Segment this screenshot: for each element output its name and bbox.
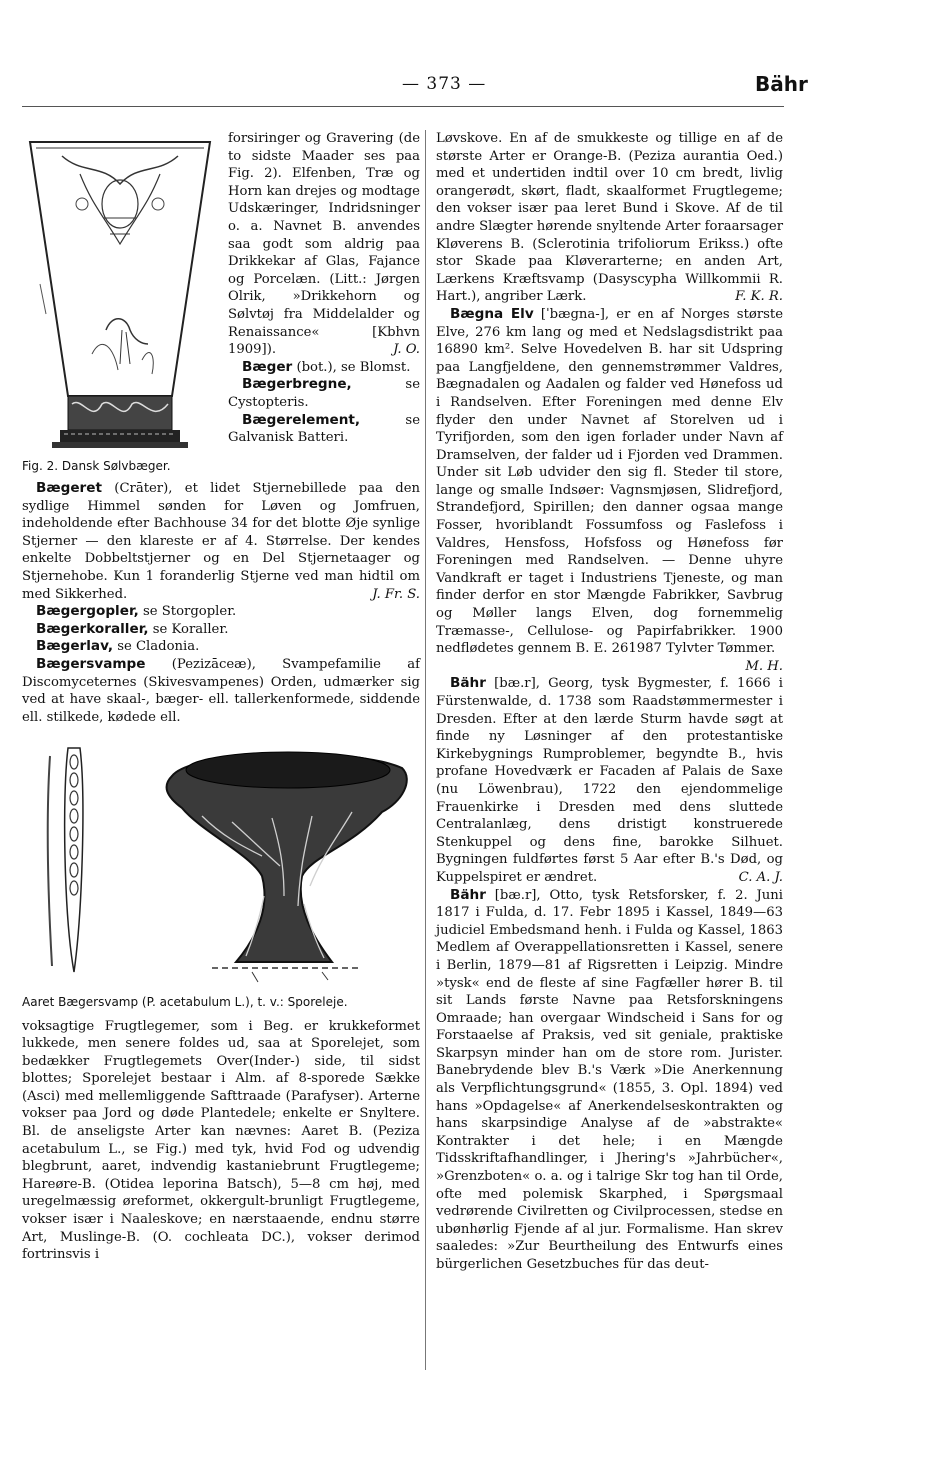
entry-baegna-elv	[436, 305, 783, 674]
entry-baegerkoraller	[22, 621, 420, 639]
entry-text: se Cladonia.	[113, 639, 200, 655]
entry-text: [bæ.r], Otto, tysk Retsforsker, f. 2. Juni 1817 i Fulda, d. 17. Febr 1895 i Kassel, 1849—63 judiciel Embedsmand henh. i Fulda og Kassel, 1863 Medlem af Overappellationsretten i Kassel, senere i Berlin, 1879—81 af Rigsretten i Leipzig. Mindre »tysk« end de fleste af sine Fagfæller hører B. til sit Lands første Navne paa Retsforskningens Omraade; han overgaar Windscheid i Sans for og Forstaaelse af Praksis, ved sit geniale, praktiske Skarpsyn minder han om de store rom. Jurister. Banebrydende blev B.'s Værk »Die Anerkennung als Verpflichtungsgrund« (1855, 3. Opl. 1894) ved hans »Opdagelse« af Anerkendelseskontrakten og hans skarpsindige Analyse af de »abstrakte« Kontrakter i det hele; i en Mængde Tidsskriftafhandlinger, i Jhering's »Jahrbücher«, »Grenzboten« o. a. og i talrige Skr tog han til Orde, ofte med polemisk Skarphed, i Spørgsmaal vedrørende Civilretten og Civilprocessen, stedse en ubønhørlig Fjende af al jur. Formalisme. Han skrev saaledes: »Zur Beurtheilung des Entwurfs eines bürgerlichen Gesetzbuches für das deut-	[436, 887, 783, 1272]
entry-text: (Pezizāceæ), Svampefamilie af Discomyceternes (Skivesvampenes) Orden, udmærker sig ved at have skaal-, bæger- ell. tallerkenformede, siddende ell. stilkede, kødede ell.	[22, 656, 420, 725]
left-column	[22, 130, 420, 1264]
silver-beaker-illustration	[22, 134, 218, 456]
headword: Bægersvampe	[36, 655, 146, 672]
entry-text: se Galvanisk Batteri.	[228, 412, 420, 446]
signature: F. K. R.	[735, 289, 783, 305]
signature: J. O.	[393, 342, 420, 358]
article-continuation-baegersvampe: voksagtige Frugtlegemer, som i Beg. er krukkeformet lukkede, men senere foldes ud, saa at Sporelejet, som bedækker Frugtlegemets Over(Inder-) side, til sidst blottes; Sporelejet bestaar i Alm. af 8-sporede Sække (Asci) med mellemliggende Safttraade (Parafyser). Arterne vokser paa Jord og døde Plantedele; enkelte er Snyltere. Bl. de anseligste Arter kan nævnes: Aaret B. (Peziza acetabulum L., se Fig.) med tyk, hvid Fod og udvendig blegbrunt, aaret, indvendig kastaniebrunt Frugtlegeme; Hareøre-B. (Otidea leporina Batsch), 5—8 cm høj, med uregelmæssig øreformet, okkergult-brunligt Frugtlegeme, vokser især i Naaleskove; en nærstaaende, endnu større Art, Muslinge-B. (O. cochleata DC.), vokser derimod fortrinsvis i	[22, 1018, 420, 1263]
figure-cup-fungus	[22, 736, 420, 1011]
entry-baegergopler	[22, 603, 420, 621]
entry-text: (bot.), se Blomst.	[292, 359, 411, 375]
headword: Bähr	[450, 886, 486, 903]
headword: Bægergopler,	[36, 603, 139, 620]
entry-text: se Cystopteris.	[228, 377, 420, 410]
headword: Bægerelement,	[242, 411, 361, 428]
header-rule	[22, 106, 784, 107]
running-head: Bähr	[755, 72, 808, 96]
headword: Bægeret	[36, 480, 102, 496]
entry-baehr-georg	[436, 675, 783, 886]
headword: Bægerkoraller,	[36, 620, 149, 637]
signature: M. H.	[745, 658, 783, 674]
signature: C. A. J.	[738, 869, 783, 885]
entry-baegeret	[22, 480, 420, 603]
page-number: — 373 —	[402, 74, 487, 94]
entry-text: se Storgopler.	[138, 604, 237, 620]
headword: Bæger	[242, 358, 293, 375]
headword: Bægerlav,	[36, 638, 114, 655]
figure-caption-silver-beaker: Fig. 2. Dansk Sølvbæger.	[22, 459, 171, 473]
headword: Bægna Elv	[450, 305, 534, 322]
column-divider	[425, 130, 426, 1370]
page-header	[22, 70, 808, 104]
cup-fungus-illustration	[22, 736, 420, 986]
figure-caption-cup-fungus: Aaret Bægersvamp (P. acetabulum L.), t. v.: Sporeleje.	[22, 994, 348, 1009]
continuation-text: Løvskove. En af de smukkeste og tillige en af de største Arter er Orange-B. (Peziza aurantia Oed.) med et undertiden indtil over 10 cm bredt, livlig orangerødt, skørt, fladt, skaalformet Frugtlegeme; den vokser især paa leret Bund i Skove. Af de til andre Slægter hørende snyltende Arter foraarsager Kløverens B. (Sclerotinia trifoliorum Erikss.) ofte stor Skade paa Kløverarterne; en anden Art, Lærkens Kræftsvamp (Dasyscypha Willkommii R. Hart.), angriber Lærk.	[436, 131, 783, 305]
entry-baegersvampe	[22, 656, 420, 726]
signature: J. Fr. S.	[372, 586, 420, 602]
headword: Bægerbregne,	[242, 376, 352, 393]
entry-text: [bæ.r], Georg, tysk Bygmester, f. 1666 i Fürstenwalde, d. 1738 som Raadstømmermester i Dresden. Efter at den lærde Sturm havde søgt at finde ny Løsninger af den protestantiske Kirkebygnings Rumproblemer, begyndte B., hvis profane Hovedværk er Facaden af Palais de Saxe (nu Löwenbrau), 1722 den ejendommelige Frauenkirke i Dresden med dens sluttede Centralanlæg, dens dristigt konstruerede Stenkuppel og dens fine, barokke Silhuet. Bygningen fuldførtes først 5 Aar efter B.'s Død, og Kuppelspiret er ændret.	[436, 676, 783, 885]
figure-silver-beaker	[22, 134, 218, 478]
entry-text: [ˈbægna-], er en af Norges største Elve, 276 km lang og med et Nedslagsdistrikt paa 16890 km². Selve Hovedelven B. har sit Udspring paa Langfjeldene, den gennemstrømmer Valdres, Bægnadalen og Aadalen og falder ved Hønefoss ud i Randselven. Efter Foreningen med denne Elv flyder den under Navnet af Storelven ud i Tyrifjorden, som den igen forlader under Navn af Dramselven, der falder ud i Fjorden ved Drammen. Under sit Løb udvider den sig fl. Steder til store, lange og smalle Indsøer: Vagnsmjøsen, Slidrefjord, Strandefjord, Spirillen; den danner ogsaa mange Fosser, hvoriblandt Fossumfoss og Faslefoss i Valdres, Hensfoss, Hofsfoss og Hønefoss før Foreningen med Randselven. — Denne uhyre Vandkraft er taget i Industriens Tjeneste, og man finder derfor en stor Mængde Fabrikker, Savbrug og Møller langs Elven, dog fornemmelig Træmasse-, Cellulose- og Papirfabrikker. 1900 nedflødetes gennem B. E. 261987 Tylvter Tømmer.	[436, 306, 783, 657]
right-column	[436, 130, 783, 1274]
entry-baehr-otto	[436, 887, 783, 1274]
article-continuation-right	[436, 130, 783, 306]
entry-baegerlav	[22, 638, 420, 656]
entry-text: se Koraller.	[148, 621, 229, 637]
continuation-text: forsiringer og Gravering (de to sidste Maader ses paa Fig. 2). Elfenben, Træ og Horn kan drejes og modtage Udskæringer, Indridsninger o. a. Navnet B. anvendes saa godt som aldrig paa Drikkekar af Glas, Fajance og Porcelæn. (Litt.: Jørgen Olrik, »Drikkehorn og Sølvtøj fra Middelalder og Renaissance« [Kbhvn 1909]).	[228, 131, 420, 358]
headword: Bähr	[450, 675, 486, 692]
entry-text: (Crāter), et lidet Stjernebillede paa den sydlige Himmel sønden for Løven og Jomfruen, indeholdende efter Bachhouse 34 for det blotte Øje synlige Stjerner — den klareste er af 4. Størrelse. Der kendes enkelte Dobbeltstjerner og en Del Stjernetaager og Stjernehobe. Kun 1 foranderlig Stjerne ved man hidtil om med Sikkerhed.	[22, 481, 420, 602]
